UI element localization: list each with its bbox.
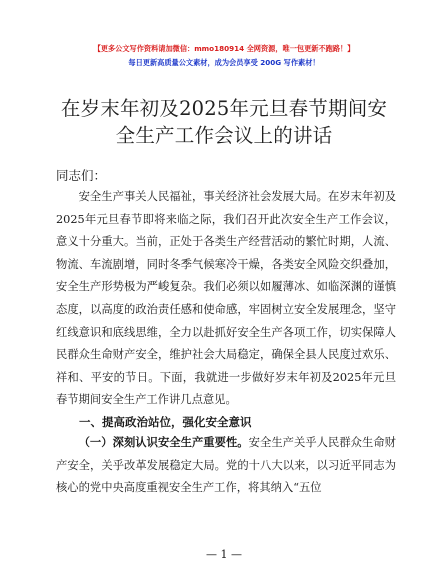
subsection-text: 安全生产关乎人民群众生命财产安全，关乎改革发展稳定大局。党的十八大以来，以习近平同志为核心的党中央高度重视安全生产工作，将其纳入“五位 [56,436,396,495]
promo-banner-red: 【更多公文写作资料请加微信：mmo180914 全网资源，唯一包更新不跑路！】 [93,44,355,53]
section-heading: 一、提高政治站位，强化安全意识 [79,415,252,429]
salutation: 同志们： [56,168,107,183]
subsection-heading: （一）深刻认识安全生产重要性。 [78,436,249,449]
subsection-paragraph [56,432,396,500]
intro-paragraph: 安全生产事关人民福祉，事关经济社会发展大局。在岁末年初及2025年元旦春节即将来临之际，我们召开此次安全生产工作会议，意义十分重大。当前，正处于各类生产经营活动的繁忙时期，人流、物流、车流剧增，同时冬季气候寒冷干燥，各类安全风险交织叠加，安全生产形势极为严峻复杂。我们必须以如履薄冰、如临深渊的谨慎态度，以高度的政治责任感和使命感，牢固树立安全发展理念，坚守红线意识和底线思维，全力以赴抓好安全生产各项工作，切实保障人民群众生命财产安全，维护社会大局稳定，确保全县人民度过欢乐、祥和、平安的节日。下面，我就进一步做好岁末年初及2025年元旦春节期间安全生产工作讲几点意见。 [56,190,396,407]
document-title: 在岁末年初及2025年元旦春节期间安全生产工作会议上的讲话 [60,97,388,147]
intro-section [56,186,396,412]
subsection [56,432,396,500]
page-number: — 1 — [206,548,242,561]
promo-banner-blue: 每日更新高质量公文素材，成为会员享受 200G 写作素材！ [128,58,320,67]
